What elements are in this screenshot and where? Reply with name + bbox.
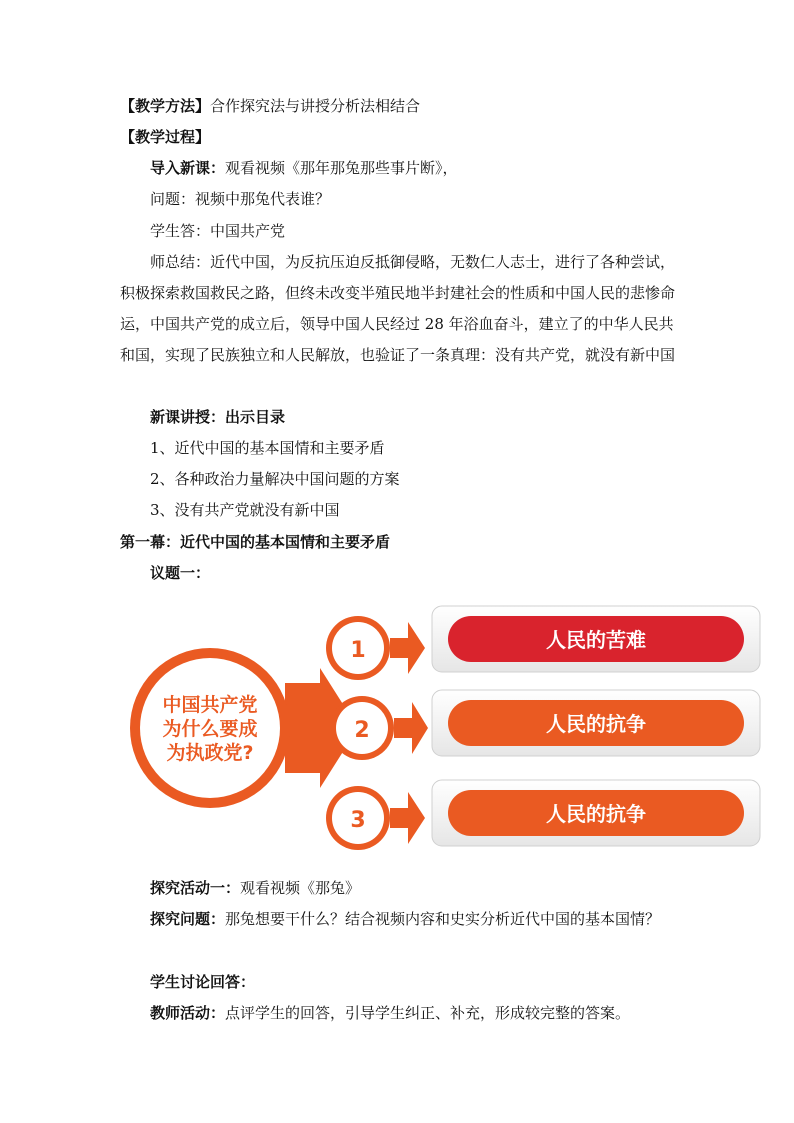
toc-item-2: 2、各种政治力量解决中国问题的方案 <box>150 470 400 488</box>
topic-diagram <box>120 598 770 866</box>
teacher-summary <box>120 247 676 371</box>
topic-one-label: 议题一： <box>150 564 211 582</box>
teacher-activity-text: 点评学生的回答，引导学生纠正、补充，形成较完整的答案。 <box>225 1004 631 1022</box>
center-text-line-3: 为执政党? <box>166 742 254 764</box>
toc-item-1: 1、近代中国的基本国情和主要矛盾 <box>150 439 385 457</box>
intro-label: 导入新课： <box>150 159 226 177</box>
step-2-arrow <box>394 702 428 754</box>
activity-one-text: 观看视频《那兔》 <box>240 879 361 897</box>
step-1-arrow <box>390 622 425 674</box>
teacher-activity-label: 教师活动： <box>150 1004 226 1022</box>
teaching-process-heading: 【教学过程】 <box>120 128 211 146</box>
intro-text: 观看视频《那年那兔那些事片断》， <box>225 159 458 177</box>
step-2-number: 2 <box>354 718 370 743</box>
teaching-method-text: 合作探究法与讲授分析法相结合 <box>210 97 421 115</box>
inquiry-question-para <box>120 904 676 935</box>
step-1-number: 1 <box>350 638 366 663</box>
intro-question: 问题：视频中那兔代表谁？ <box>150 190 331 208</box>
teacher-summary-text: 师总结：近代中国，为反抗压迫反抵御侵略，无数仁人志士，进行了各种尝试，积极探索救国救民之路，但终未改变半殖民地半封建社会的性质和中国人民的悲惨命运，中国共产党的成立后，领导中国人民经过 28 年浴血奋斗，建立了的中华人民共和国，实现了民族独立和人民解放，也验证了一条真理：没有共产党，就没有新中国 <box>120 253 676 364</box>
inquiry-question-label: 探究问题： <box>150 910 226 928</box>
student-answer: 学生答：中国共产党 <box>150 222 286 240</box>
step-2-label: 人民的抗争 <box>546 712 646 736</box>
toc-item-3: 3、没有共产党就没有新中国 <box>150 501 340 519</box>
activity-one-label: 探究活动一： <box>150 879 241 897</box>
inquiry-question-text: 那兔想要干什么？结合视频内容和史实分析近代中国的基本国情？ <box>225 910 661 928</box>
activity-one-line <box>150 878 360 898</box>
teaching-method-label: 【教学方法】 <box>120 97 211 115</box>
scene-one-title: 第一幕：近代中国的基本国情和主要矛盾 <box>120 533 391 551</box>
center-text-line-1: 中国共产党 <box>162 694 258 716</box>
step-3-arrow <box>390 792 425 844</box>
step-3-label: 人民的抗争 <box>546 802 646 826</box>
new-lesson-heading: 新课讲授：出示目录 <box>150 408 286 426</box>
teacher-activity-line <box>150 1003 630 1023</box>
student-discussion-label: 学生讨论回答： <box>150 973 256 991</box>
topic-diagram-svg <box>120 598 770 866</box>
intro-line <box>150 158 458 178</box>
teaching-method-line <box>120 96 420 116</box>
step-1-label: 人民的苦难 <box>546 628 646 652</box>
center-text-line-2: 为什么要成 <box>162 718 258 740</box>
step-3-number: 3 <box>350 808 366 833</box>
